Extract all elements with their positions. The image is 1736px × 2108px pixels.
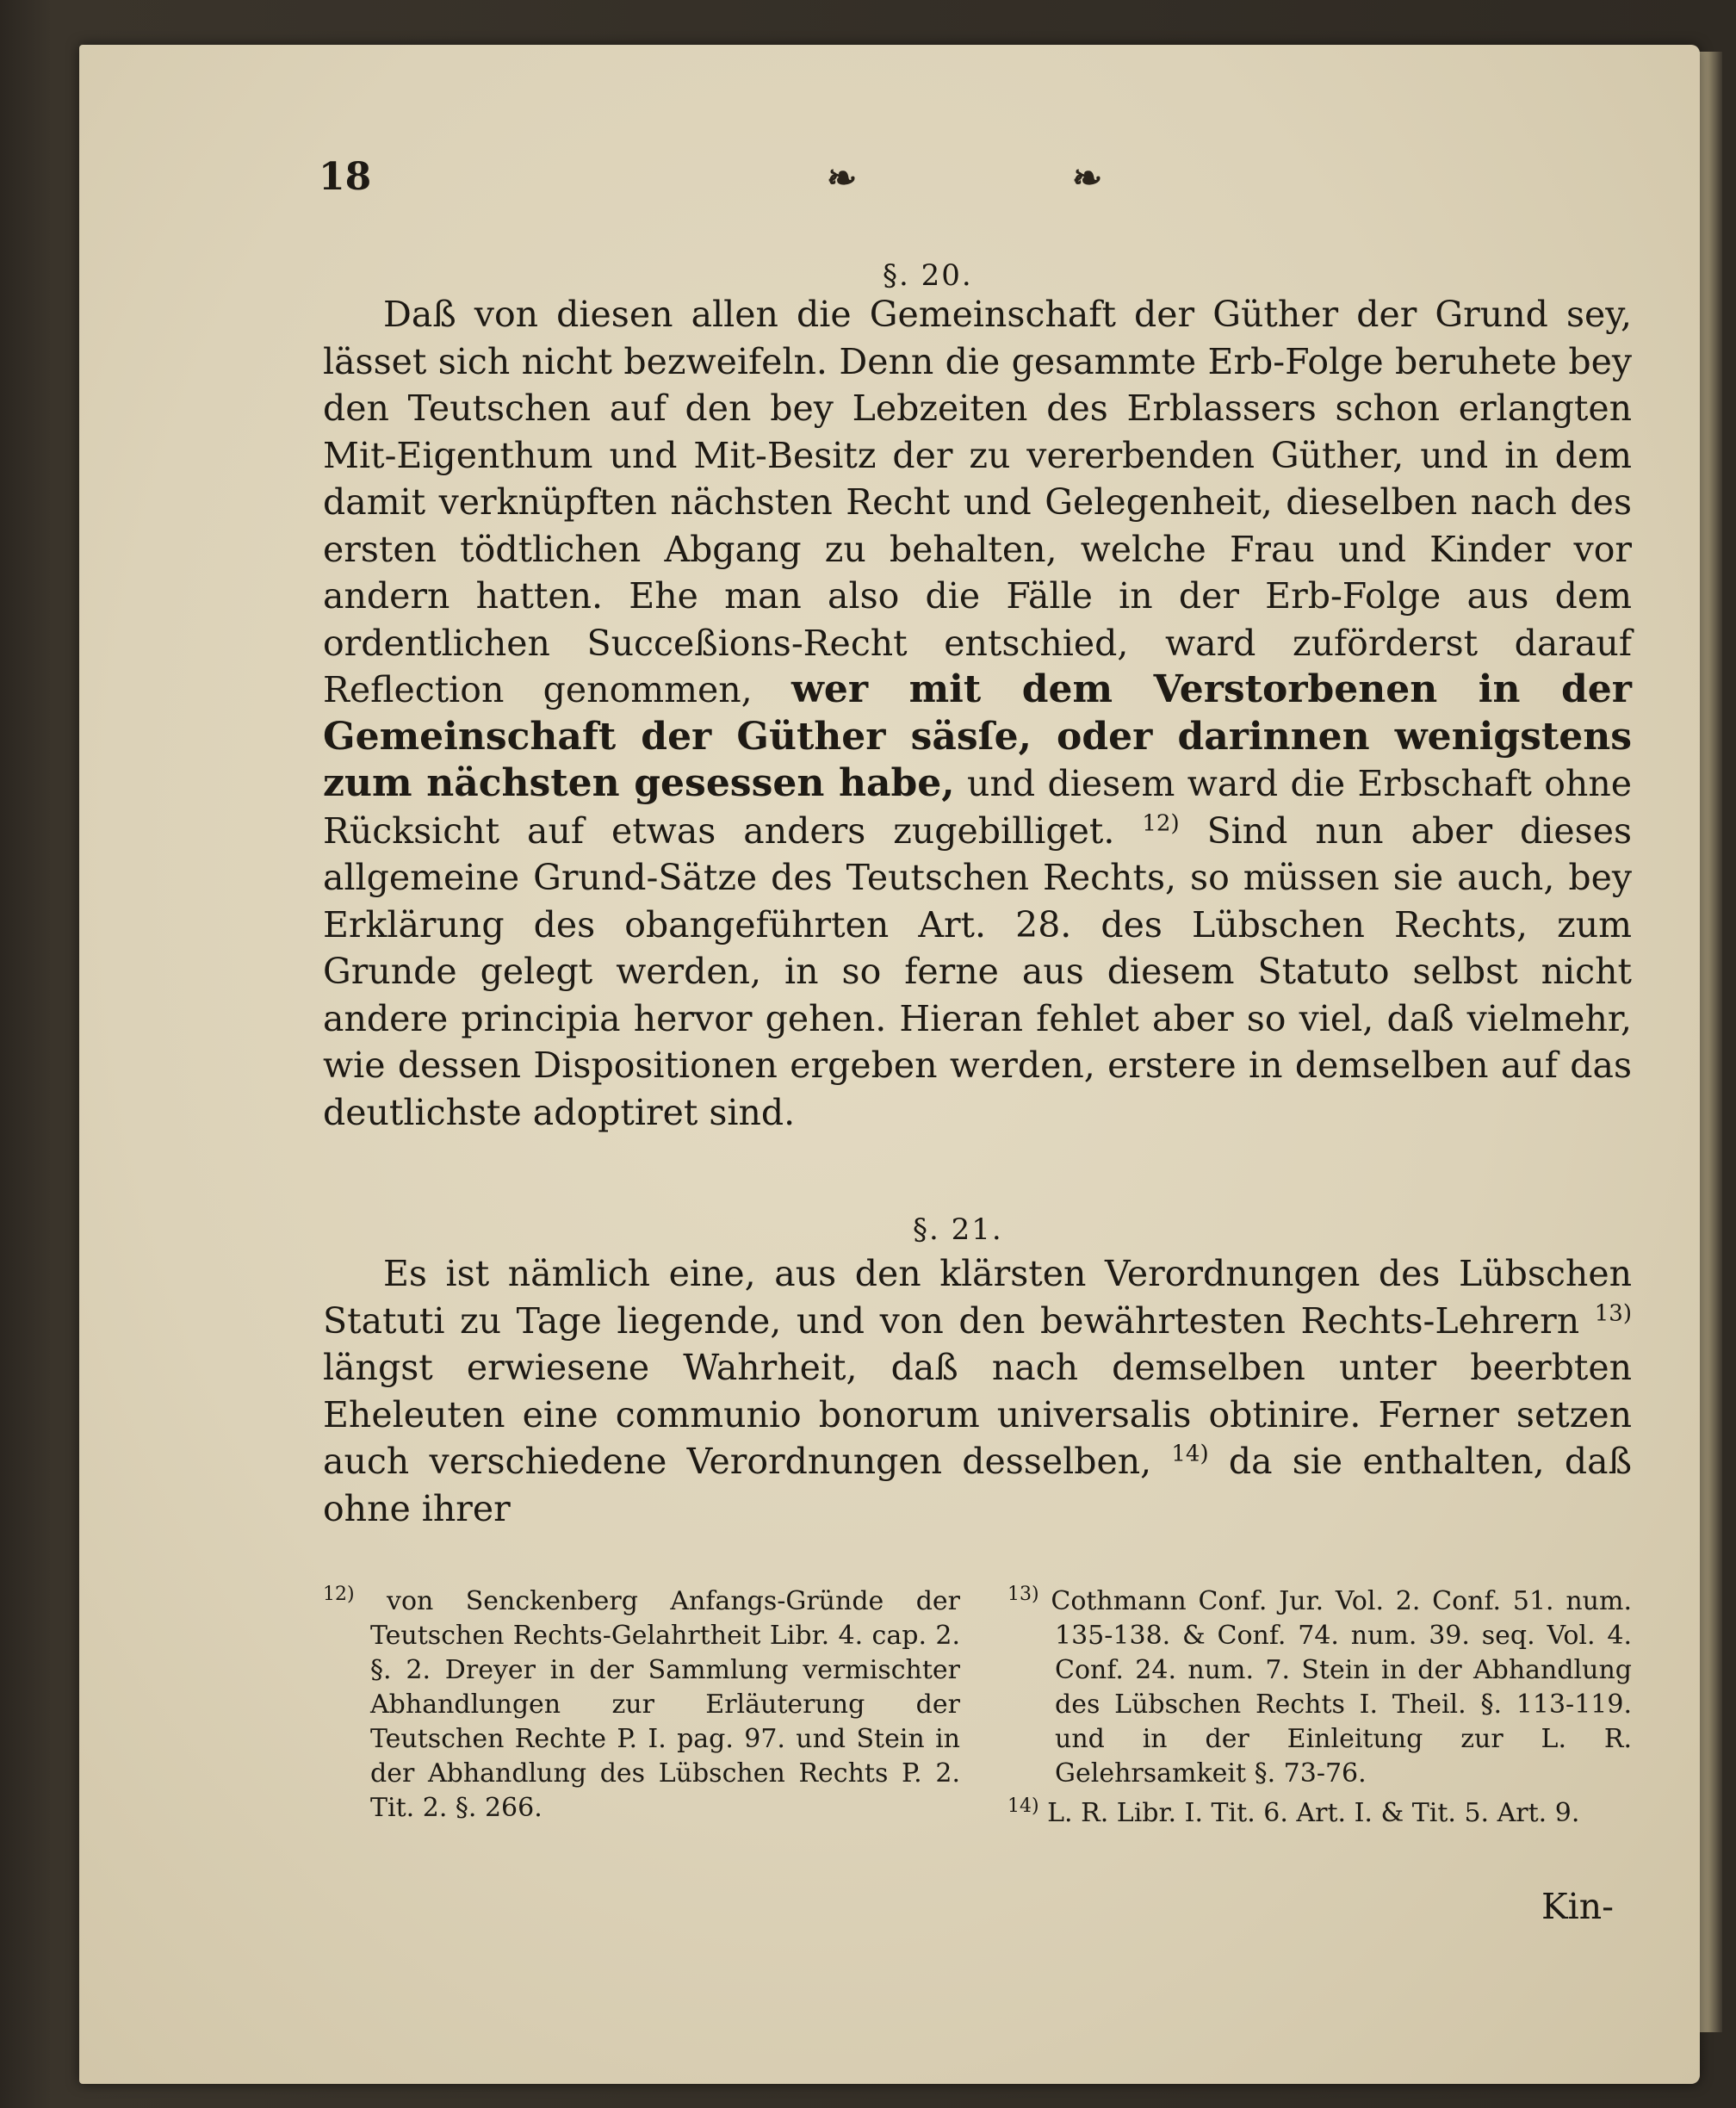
footnote-ref-14[interactable]: 14) <box>1171 1441 1209 1467</box>
section-21-heading: §. 21. <box>913 1212 1003 1247</box>
footnote-ref-12[interactable]: 12) <box>1142 809 1180 836</box>
page-number: 18 <box>319 155 372 199</box>
footnote-ref-13[interactable]: 13) <box>1594 1299 1632 1326</box>
footnote-14 <box>1008 1796 1632 1831</box>
section-21-intro: Es ist nämlich eine, aus den klärsten Verordnungen des Lübschen Statuti zu Tage liegende, und von den bewährtesten Rechts-Lehrern <box>323 1253 1632 1342</box>
footnote-13 <box>1008 1584 1632 1791</box>
section-21-mid: längst erwiesene Wahrheit, daß nach demselben unter beerbten Eheleuten eine communio bonorum universalis obtinire. Ferner setzen auch verschiedene Verordnungen desselben, <box>323 1347 1632 1482</box>
catchword: Kin- <box>1541 1886 1615 1927</box>
section-20-after: und diesem ward die Erbschaft ohne Rücksicht auf etwas anders zugebilliget. <box>323 763 1632 852</box>
section-21-paragraph <box>323 1250 1632 1532</box>
page-header <box>319 155 1111 215</box>
ornament-left-icon: ❧ <box>827 157 858 199</box>
section-20-paragraph <box>323 291 1632 1136</box>
footnote-13-text: Cothmann Conf. Jur. Vol. 2. Conf. 51. num. 135-138. & Conf. 74. num. 39. seq. Vol. 4. Conf. 24. num. 7. Stein in der Abhandlung des Lübschen Rechts I. Theil. §. 113-119. und in der Einleitung zur L. R. Gelehrsamkeit §. 73-76. <box>1051 1586 1632 1789</box>
section-20-rest: Sind nun aber dieses allgemeine Grund-Sätze des Teutschen Rechts, so müssen sie auch, bey Erklärung des obangeführten Art. 28. des Lübschen Rechts, zum Grunde gelegt werden, in so ferne aus diesem Statuto selbst nicht andere principia hervor gehen. Hieran fehlet aber so viel, daß vielmehr, wie dessen Dispositionen ergeben werden, erstere in demselben auf das deutlichste adoptiret sind. <box>323 809 1632 1133</box>
section-20-intro: Daß von diesen allen die Gemeinschaft der Güther der Grund sey, lässet sich nicht bezweifeln. Denn die gesammte Erb-Folge beruhete bey den Teutschen auf den bey Lebzeiten des Erblassers schon erlangten Mit-Eigenthum und Mit-Besitz der zu vererbenden Güther, und in dem damit verknüpften nächsten Recht und Gelegenheit, dieselben nach des ersten tödtlichen Abgang zu behalten, welche Frau und Kinder vor andern hatten. Ehe man also die Fälle in der Erb-Folge aus dem ordentlichen Succeßions-Recht entschied, ward zuförderst darauf Reflection genommen, <box>323 294 1632 710</box>
section-20-heading: §. 20. <box>883 258 973 293</box>
section-21-end: da sie enthalten, daß ohne ihrer <box>323 1441 1632 1529</box>
footnote-12-mark: 12) <box>323 1584 355 1605</box>
footnote-14-text: L. R. Libr. I. Tit. 6. Art. I. & Tit. 5. Art. 9. <box>1047 1798 1580 1828</box>
footnote-12 <box>323 1584 960 1826</box>
footnote-14-mark: 14) <box>1008 1795 1039 1817</box>
ornament-right-icon: ❧ <box>1072 157 1103 199</box>
footnote-12-text: von Senckenberg Anfangs-Gründe der Teutschen Rechts-Gelahrtheit Libr. 4. cap. 2. §. 2. Dreyer in der Sammlung vermischter Abhandlungen zur Erläuterung der Teutschen Rechte P. I. pag. 97. und Stein in der Abhandlung des Lübschen Rechts P. 2. Tit. 2. §. 266. <box>370 1586 960 1823</box>
footnotes-right-column <box>1008 1584 1632 1836</box>
footnotes-left-column <box>323 1584 960 1831</box>
footnote-13-mark: 13) <box>1008 1584 1039 1605</box>
section-20-emphasis: wer mit dem Verstorbenen in der Gemeinschaft der Güther säsſe, oder darinnen wenigstens zum nächsten gesessen habe, <box>323 667 1632 805</box>
